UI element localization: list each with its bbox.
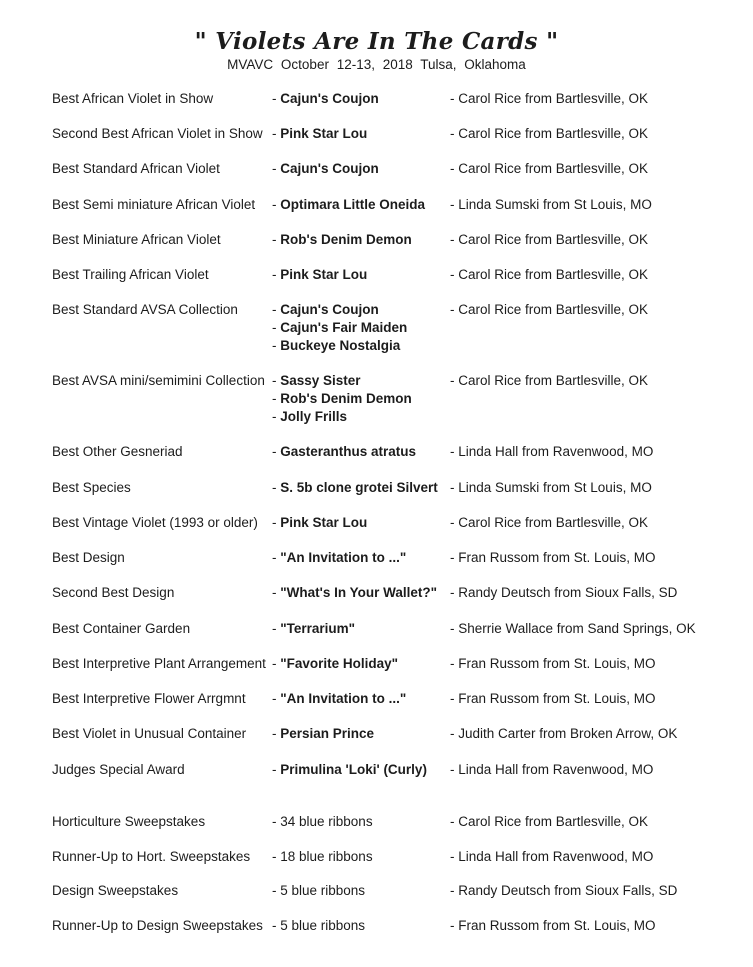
winner-line: - Optimara Little Oneida (272, 197, 426, 212)
winner-line: - Pink Star Lou (272, 515, 368, 530)
award-exhibitor: - Carol Rice from Bartlesville, OK (450, 232, 649, 247)
award-winner (272, 372, 412, 426)
award-category: Best Violet in Unusual Container (52, 726, 247, 741)
winner-name: Rob's Denim Demon (280, 232, 412, 247)
award-category: Best Other Gesneriad (52, 444, 183, 459)
award-winner (272, 266, 367, 284)
award-winner (272, 514, 367, 532)
sweepstakes-category: Runner-Up to Hort. Sweepstakes (52, 849, 251, 864)
award-category: Best Trailing African Violet (52, 267, 209, 282)
award-exhibitor: - Linda Sumski from St Louis, MO (450, 197, 652, 212)
winner-name: "Favorite Holiday" (280, 656, 399, 671)
award-exhibitor: - Randy Deutsch from Sioux Falls, SD (450, 585, 678, 600)
award-exhibitor: - Carol Rice from Bartlesville, OK (450, 515, 649, 530)
award-winner (272, 479, 438, 497)
winner-name: Sassy Sister (280, 373, 361, 388)
winner-line: - Gasteranthus atratus (272, 444, 417, 459)
sweepstakes-ribbons: - 5 blue ribbons (272, 883, 366, 898)
award-category: Best Container Garden (52, 621, 191, 636)
award-exhibitor: - Fran Russom from St. Louis, MO (450, 550, 656, 565)
award-category: Second Best Design (52, 585, 175, 600)
sweepstakes-ribbons: - 18 blue ribbons (272, 849, 373, 864)
winner-name: Pink Star Lou (280, 126, 368, 141)
winner-name: Persian Prince (280, 726, 375, 741)
award-category: Best Vintage Violet (1993 or older) (52, 515, 258, 530)
winner-name: Gasteranthus atratus (280, 444, 417, 459)
award-winner (272, 761, 427, 779)
winner-line: - "An Invitation to ..." (272, 550, 407, 565)
winner-name: Pink Star Lou (280, 515, 368, 530)
sweepstakes-exhibitor: - Carol Rice from Bartlesville, OK (450, 814, 649, 829)
award-winner (272, 301, 407, 355)
winner-line: - Pink Star Lou (272, 267, 368, 282)
winner-name: "Terrarium" (280, 621, 356, 636)
award-winner (272, 125, 367, 143)
award-winner (272, 690, 406, 708)
winner-line: - Sassy Sister (272, 373, 361, 388)
sweepstakes-category: Runner-Up to Design Sweepstakes (52, 918, 263, 933)
winner-name: Rob's Denim Demon (280, 391, 412, 406)
winner-name: Cajun's Coujon (280, 161, 379, 176)
award-exhibitor: - Sherrie Wallace from Sand Springs, OK (450, 621, 696, 636)
award-winner (272, 443, 416, 461)
winner-line: - Rob's Denim Demon (272, 391, 412, 406)
award-exhibitor: - Fran Russom from St. Louis, MO (450, 656, 656, 671)
sweepstakes-exhibitor: - Randy Deutsch from Sioux Falls, SD (450, 883, 678, 898)
winner-name: Jolly Frills (280, 409, 348, 424)
page-title: " Violets Are In The Cards " (194, 28, 559, 55)
winner-line: - Cajun's Coujon (272, 161, 379, 176)
award-winner (272, 584, 437, 602)
award-exhibitor: - Fran Russom from St. Louis, MO (450, 691, 656, 706)
award-category: Best AVSA mini/semimini Collection (52, 373, 265, 388)
winner-name: "What's In Your Wallet?" (280, 585, 438, 600)
award-category: Best Species (52, 480, 131, 495)
award-category: Judges Special Award (52, 762, 185, 777)
award-exhibitor: - Carol Rice from Bartlesville, OK (450, 373, 649, 388)
award-winner (272, 90, 379, 108)
winner-name: Cajun's Fair Maiden (280, 320, 408, 335)
winner-line: - "Terrarium" (272, 621, 356, 636)
award-exhibitor: - Carol Rice from Bartlesville, OK (450, 161, 649, 176)
award-category: Best Interpretive Flower Arrgmnt (52, 691, 246, 706)
winner-line: - Jolly Frills (272, 409, 348, 424)
award-category: Best Miniature African Violet (52, 232, 221, 247)
page-subtitle: MVAVC October 12-13, 2018 Tulsa, Oklahoma (227, 57, 526, 72)
sweepstakes-exhibitor: - Fran Russom from St. Louis, MO (450, 918, 656, 933)
winner-name: Primulina 'Loki' (Curly) (280, 762, 427, 777)
award-exhibitor: - Carol Rice from Bartlesville, OK (450, 302, 649, 317)
award-winner (272, 160, 379, 178)
winner-name: "An Invitation to ..." (280, 691, 407, 706)
award-winner (272, 549, 406, 567)
winner-name: S. 5b clone grotei Silvert (280, 480, 438, 495)
award-category: Best Design (52, 550, 125, 565)
award-winner (272, 655, 398, 673)
winner-line: - Persian Prince (272, 726, 375, 741)
award-winner (272, 620, 355, 638)
award-category: Best Standard African Violet (52, 161, 220, 176)
winner-line: - "An Invitation to ..." (272, 691, 407, 706)
award-winner (272, 231, 412, 249)
sweepstakes-ribbons: - 34 blue ribbons (272, 814, 373, 829)
award-winner (272, 196, 425, 214)
winner-line: - S. 5b clone grotei Silvert (272, 480, 438, 495)
winner-name: Cajun's Coujon (280, 91, 379, 106)
winner-line: - Cajun's Fair Maiden (272, 320, 408, 335)
award-category: Second Best African Violet in Show (52, 126, 263, 141)
award-category: Best Standard AVSA Collection (52, 302, 238, 317)
award-exhibitor: - Linda Hall from Ravenwood, MO (450, 444, 654, 459)
winner-name: Cajun's Coujon (280, 302, 379, 317)
winner-name: "An Invitation to ..." (280, 550, 407, 565)
winner-name: Optimara Little Oneida (280, 197, 426, 212)
sweepstakes-category: Design Sweepstakes (52, 883, 179, 898)
winner-line: - Rob's Denim Demon (272, 232, 412, 247)
award-exhibitor: - Linda Hall from Ravenwood, MO (450, 762, 654, 777)
winner-line: - Cajun's Coujon (272, 91, 379, 106)
winner-line: - Primulina 'Loki' (Curly) (272, 762, 427, 777)
award-category: Best African Violet in Show (52, 91, 214, 106)
winner-name: Pink Star Lou (280, 267, 368, 282)
award-exhibitor: - Carol Rice from Bartlesville, OK (450, 126, 649, 141)
sweepstakes-category: Horticulture Sweepstakes (52, 814, 206, 829)
winner-line: - "Favorite Holiday" (272, 656, 399, 671)
sweepstakes-exhibitor: - Linda Hall from Ravenwood, MO (450, 849, 654, 864)
award-category: Best Interpretive Plant Arrangement (52, 656, 266, 671)
winner-name: Buckeye Nostalgia (280, 338, 401, 353)
sweepstakes-ribbons: - 5 blue ribbons (272, 918, 366, 933)
award-winner (272, 725, 374, 743)
award-category: Best Semi miniature African Violet (52, 197, 256, 212)
winner-line: - "What's In Your Wallet?" (272, 585, 438, 600)
award-exhibitor: - Carol Rice from Bartlesville, OK (450, 91, 649, 106)
winner-line: - Buckeye Nostalgia (272, 338, 401, 353)
winner-line: - Pink Star Lou (272, 126, 368, 141)
award-exhibitor: - Carol Rice from Bartlesville, OK (450, 267, 649, 282)
winner-line: - Cajun's Coujon (272, 302, 379, 317)
award-exhibitor: - Judith Carter from Broken Arrow, OK (450, 726, 678, 741)
award-exhibitor: - Linda Sumski from St Louis, MO (450, 480, 652, 495)
